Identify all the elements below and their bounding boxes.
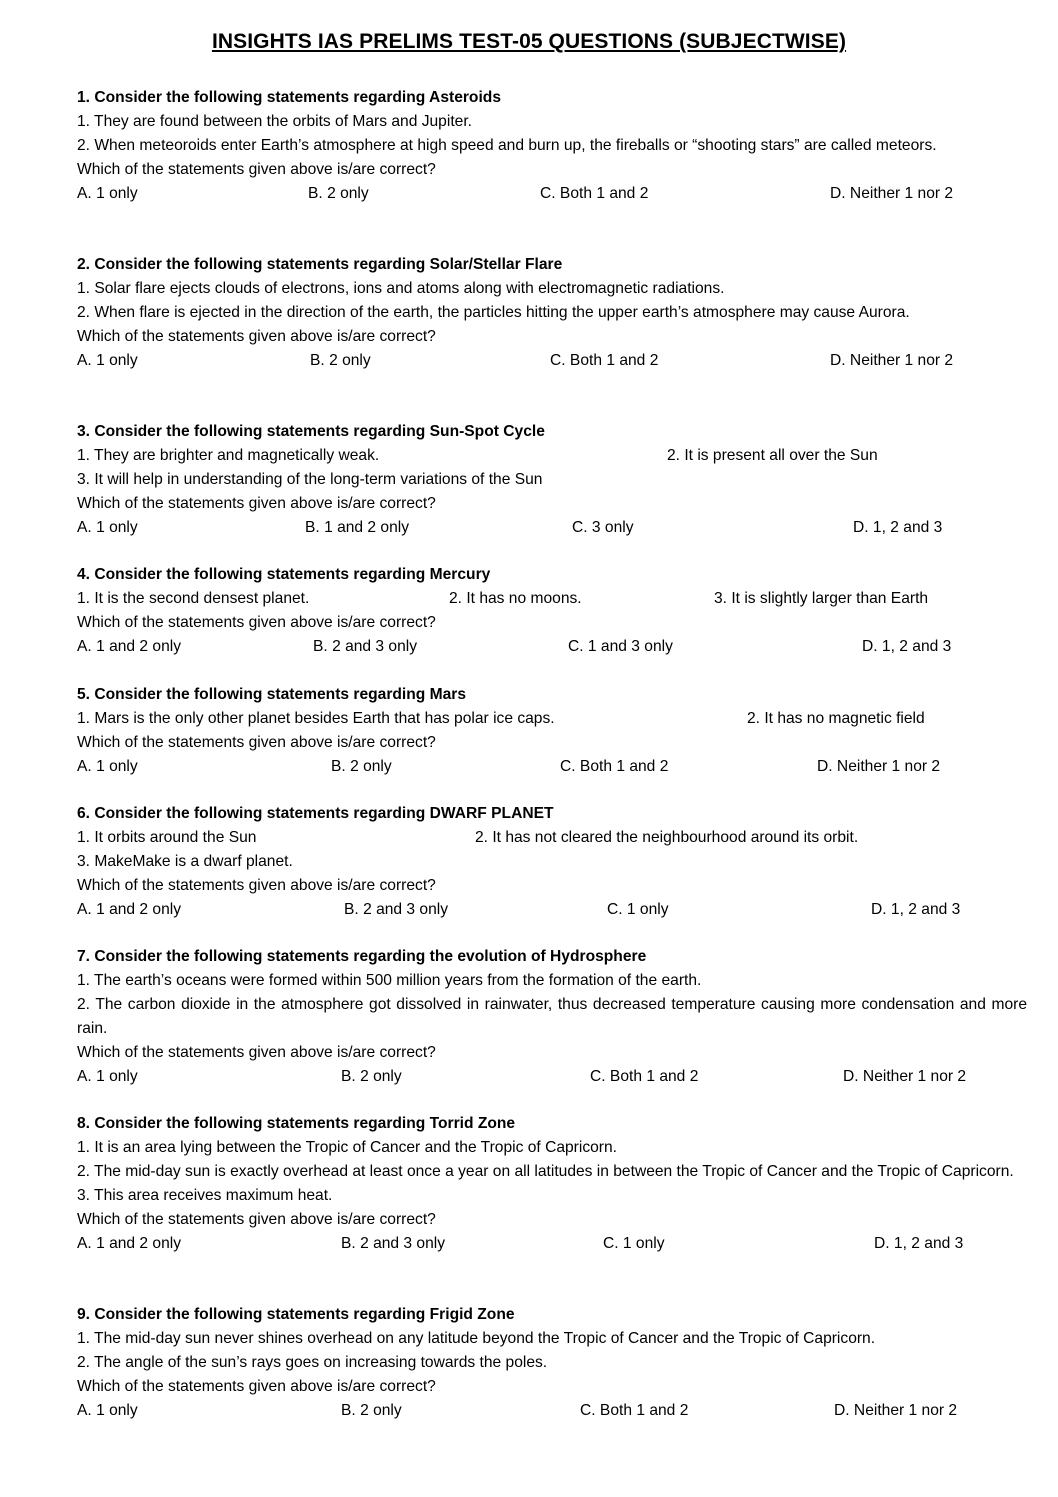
option-d: D. Neither 1 nor 2 [830, 185, 954, 202]
option-d: D. Neither 1 nor 2 [830, 352, 954, 369]
question-heading: 8. Consider the following statements regarding Torrid Zone [77, 1115, 516, 1132]
question-prompt: Which of the statements given above is/are correct? [77, 614, 436, 631]
options-row [77, 755, 1027, 779]
options-row [77, 349, 1027, 373]
option-a: A. 1 only [77, 1402, 138, 1419]
statement-1: 1. It is the second densest planet. [77, 590, 310, 607]
question-heading: 1. Consider the following statements regarding Asteroids [77, 89, 501, 106]
statement-1: 1. They are brighter and magnetically weak. [77, 447, 380, 464]
option-a: A. 1 only [77, 1068, 138, 1085]
statement-1: 1. The earth’s oceans were formed within 500 million years from the formation of the earth. [77, 972, 702, 989]
question-prompt: Which of the statements given above is/are correct? [77, 1378, 436, 1395]
statement-2: 2. When flare is ejected in the direction of the earth, the particles hitting the upper earth’s atmosphere may cause Aurora. [77, 304, 910, 321]
question-prompt: Which of the statements given above is/are correct? [77, 328, 436, 345]
statements-row [77, 587, 1027, 611]
question-heading: 3. Consider the following statements regarding Sun-Spot Cycle [77, 423, 545, 440]
statement-1: 1. It orbits around the Sun [77, 829, 257, 846]
option-a: A. 1 only [77, 758, 138, 775]
option-b: B. 2 only [341, 1068, 402, 1085]
question-heading: 4. Consider the following statements regarding Mercury [77, 566, 491, 583]
statement-2: 2. The carbon dioxide in the atmosphere got dissolved in rainwater, thus decreased temperature causing more condensation and more rain. [77, 996, 1027, 1037]
question-prompt: Which of the statements given above is/are correct? [77, 1211, 436, 1228]
statement-1: 1. The mid-day sun never shines overhead on any latitude beyond the Tropic of Cancer and the Tropic of Capricorn. [77, 1330, 876, 1347]
options-row [77, 1232, 1027, 1256]
statement-3: 3. This area receives maximum heat. [77, 1187, 333, 1204]
option-c: C. 1 and 3 only [568, 638, 673, 655]
option-b: B. 2 only [341, 1402, 402, 1419]
option-a: A. 1 and 2 only [77, 638, 182, 655]
options-row [77, 1399, 1027, 1423]
options-row [77, 635, 1027, 659]
option-d: D. 1, 2 and 3 [874, 1235, 964, 1252]
statement-1: 1. Mars is the only other planet besides Earth that has polar ice caps. [77, 710, 555, 727]
question-4 [77, 563, 1027, 659]
option-d: D. Neither 1 nor 2 [843, 1068, 967, 1085]
statement-3: 3. MakeMake is a dwarf planet. [77, 853, 293, 870]
option-d: D. Neither 1 nor 2 [817, 758, 941, 775]
option-c: C. Both 1 and 2 [550, 352, 659, 369]
question-8 [77, 1112, 1027, 1256]
options-row [77, 898, 1027, 922]
question-heading: 9. Consider the following statements regarding Frigid Zone [77, 1306, 515, 1323]
option-b: B. 2 only [331, 758, 392, 775]
statements-row [77, 444, 1027, 468]
options-row [77, 516, 1027, 540]
statement-1: 1. It is an area lying between the Tropic of Cancer and the Tropic of Capricorn. [77, 1139, 618, 1156]
option-c: C. Both 1 and 2 [580, 1402, 689, 1419]
question-prompt: Which of the statements given above is/are correct? [77, 734, 436, 751]
statement-2: 2. It is present all over the Sun [667, 447, 878, 464]
statement-2: 2. When meteoroids enter Earth’s atmosphere at high speed and burn up, the fireballs or “shooting stars” are called meteors. [77, 137, 937, 154]
question-prompt: Which of the statements given above is/are correct? [77, 161, 436, 178]
option-a: A. 1 only [77, 185, 138, 202]
question-prompt: Which of the statements given above is/are correct? [77, 495, 436, 512]
question-5 [77, 683, 1027, 779]
option-c: C. 3 only [572, 519, 634, 536]
option-d: D. Neither 1 nor 2 [834, 1402, 958, 1419]
statements-row [77, 707, 1027, 731]
statement-3: 3. It is slightly larger than Earth [714, 590, 929, 607]
statement-2: 2. It has no magnetic field [747, 710, 925, 727]
option-b: B. 2 and 3 only [313, 638, 418, 655]
option-c: C. Both 1 and 2 [590, 1068, 699, 1085]
option-a: A. 1 only [77, 352, 138, 369]
page-title: INSIGHTS IAS PRELIMS TEST-05 QUESTIONS (SUBJECTWISE) [211, 30, 847, 53]
question-prompt: Which of the statements given above is/are correct? [77, 1044, 436, 1061]
option-b: B. 1 and 2 only [305, 519, 410, 536]
question-heading: 5. Consider the following statements regarding Mars [77, 686, 467, 703]
option-b: B. 2 and 3 only [344, 901, 449, 918]
option-b: B. 2 only [310, 352, 371, 369]
question-heading: 7. Consider the following statements regarding the evolution of Hydrosphere [77, 948, 647, 965]
question-prompt: Which of the statements given above is/are correct? [77, 877, 436, 894]
option-c: C. Both 1 and 2 [540, 185, 649, 202]
options-row [77, 1065, 1027, 1089]
option-d: D. 1, 2 and 3 [862, 638, 952, 655]
option-a: A. 1 only [77, 519, 138, 536]
statement-2: 2. It has no moons. [449, 590, 582, 607]
question-6 [77, 802, 1027, 922]
option-b: B. 2 only [308, 185, 369, 202]
question-3 [77, 420, 1027, 540]
option-a: A. 1 and 2 only [77, 1235, 182, 1252]
statement-3: 3. It will help in understanding of the long-term variations of the Sun [77, 471, 543, 488]
statement-1: 1. Solar flare ejects clouds of electrons, ions and atoms along with electromagnetic radiations. [77, 280, 725, 297]
option-d: D. 1, 2 and 3 [871, 901, 961, 918]
statement-1: 1. They are found between the orbits of Mars and Jupiter. [77, 113, 472, 130]
option-c: C. Both 1 and 2 [560, 758, 669, 775]
statement-2: 2. The angle of the sun’s rays goes on increasing towards the poles. [77, 1354, 548, 1371]
option-c: C. 1 only [607, 901, 669, 918]
option-c: C. 1 only [603, 1235, 665, 1252]
question-heading: 2. Consider the following statements regarding Solar/Stellar Flare [77, 256, 563, 273]
question-9 [77, 1303, 1027, 1423]
statement-2: 2. It has not cleared the neighbourhood around its orbit. [475, 829, 859, 846]
options-row [77, 182, 1027, 206]
option-d: D. 1, 2 and 3 [853, 519, 943, 536]
question-heading: 6. Consider the following statements regarding DWARF PLANET [77, 805, 554, 822]
question-7 [77, 945, 1027, 1089]
statement-2: 2. The mid-day sun is exactly overhead at least once a year on all latitudes in between the Tropic of Cancer and the Tropic of Capricorn. [77, 1163, 1014, 1180]
statements-row [77, 826, 1027, 850]
option-b: B. 2 and 3 only [341, 1235, 446, 1252]
option-a: A. 1 and 2 only [77, 901, 182, 918]
question-1 [77, 86, 1027, 206]
question-2 [77, 253, 1027, 373]
